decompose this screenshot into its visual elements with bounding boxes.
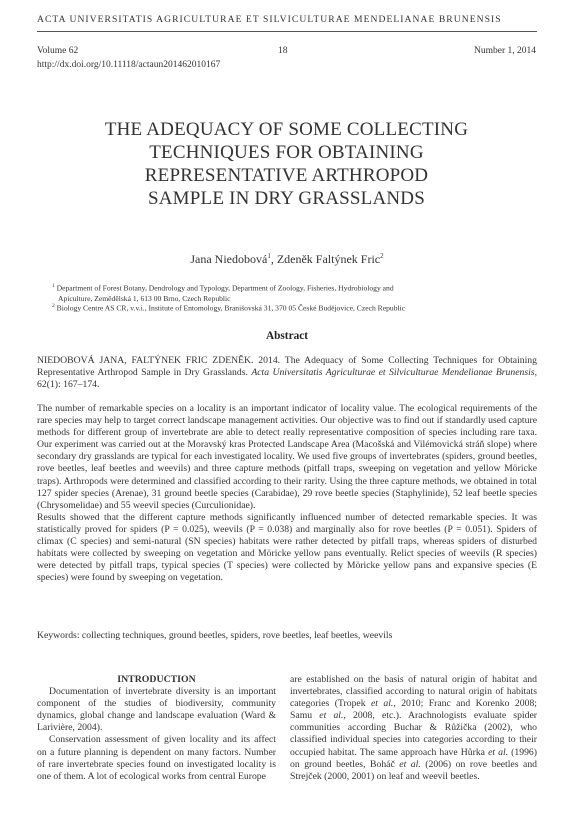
left-column xyxy=(37,674,276,783)
affiliation-2 xyxy=(52,301,522,314)
text-run: (1996) on ground beetles, Boháč xyxy=(290,746,537,770)
doi-link[interactable]: http://dx.doi.org/10.11118/actaun201462010167 xyxy=(37,60,221,70)
abstract-citation xyxy=(37,355,537,391)
author-name: Zdeněk Faltýnek Fric xyxy=(276,252,381,266)
affil-mark: 2 xyxy=(52,303,55,309)
body-paragraph xyxy=(290,674,537,783)
issue-number: Number 1, 2014 xyxy=(473,46,536,56)
abstract-body xyxy=(37,403,537,584)
citation-text: NIEDOBOVÁ JANA, FALTÝNEK FRIC ZDENĚK. 2014. The Adequacy of Some Collecting Techniques for Obtaining Representative Arthropod Sample in Dry Grasslands. xyxy=(37,355,537,379)
author-separator: , xyxy=(270,252,277,266)
affil-text: Biology Centre AS CR, v.v.i., Institute of Entomology, Branišovská 31, 370 05 České Budějovice, Czech Republic xyxy=(56,303,406,313)
text-run: et al. xyxy=(488,746,509,758)
affil-text: Department of Forest Botany, Dendrology and Typology, Department of Zoology, Fisheries, Hydrobiology and xyxy=(56,283,394,293)
right-column xyxy=(290,674,537,783)
text-run: , 2008, etc.). Arachnologists evaluate spider communities according Buchar & Růžička (2002), who classified individual species into categories according to their occupied habitat. The same approach have Hůrka xyxy=(290,710,537,758)
citation-journal: Acta Universitatis Agriculturae et Silviculturae Mendelianae Brunensis xyxy=(251,367,535,379)
section-heading: INTRODUCTION xyxy=(117,674,196,685)
text-run: are established on the basis of natural origin of habitat and invertebrates, classified according to natural origin of habitats categories (Tropek xyxy=(290,674,537,710)
abstract-paragraph: Results showed that the different capture methods significantly influenced number of detected remarkable species. It was statistically proved for spiders (P = 0.025), weevils (P = 0.038) and marginally also for rove beetles (P = 0.051). Spiders of climax (C species) and semi-natural (SN species) habitats were rather detected by pitfall traps, whereas spiders of disturbed habitats were collected by sweeping on vegetation and Möricke yellow pans eventually. Relict species of weevils (R species) were detected by pitfall traps, typical species (T species) were collected by Möricke yellow pans and expansive species (E species) were found by sweeping on vegetation. xyxy=(37,511,537,584)
title-line: SAMPLE IN DRY GRASSLANDS xyxy=(147,188,425,209)
text-run: , 2010; Franc and Korenko 2008; Samu xyxy=(290,698,537,722)
author-affil-mark: 1 xyxy=(267,252,271,260)
abstract-heading: Abstract xyxy=(265,330,309,342)
volume: Volume 62 xyxy=(37,46,79,56)
abstract-paragraph: The number of remarkable species on a locality is an important indicator of locality value. The ecological requirements of the rare species may help to target correct landscape management activities. Our objective was to find out if standardly used capture methods for different group of invertebrate are able to detect really representative composition of species including rare taxa. Our experiment was carried out at the Moravský kras Protected Landscape Area (Macošská and Vilémovická stráň slope) where secondary dry grasslands are typical for each investigated locality. We used five groups of invertebrates (spiders, ground beetles, rove beetles, leaf beetles and weevils) and three capture methods (pitfall traps, sweeping on vegetation and yellow Möricke traps). Arthropods were determined and classified according to their rarity. Using the three capture methods, we obtained in total 127 spider species (Arenaе), 31 ground beetle species (Carabidae), 29 rove beetle species (Staphylinide), 52 leaf beetle species (Chrysomelidae) and 55 weevil species (Curculionidae). xyxy=(37,403,537,511)
text-run: et al. xyxy=(399,758,421,770)
body-paragraph: Conservation assessment of given locality and its affect on a future planning is dependent on many factors. Number of rare invertebrate species found on investigated locality is one of them. A lot of ecological works from central Europe xyxy=(37,734,276,782)
citation-tail: , 62(1): 167–174. xyxy=(37,367,538,391)
header-rule xyxy=(37,31,537,32)
author-list xyxy=(37,252,537,267)
text-run: et al. xyxy=(319,710,344,722)
page-number: 18 xyxy=(278,46,288,56)
affil-text: Apiculture, Zemědělská 1, 613 00 Brno, Czech Republic xyxy=(58,293,231,303)
journal-name: ACTA UNIVERSITATIS AGRICULTURAE ET SILVICULTURAE MENDELIANAE BRUNENSIS xyxy=(37,14,502,25)
title-line: THE ADEQUACY OF SOME COLLECTING xyxy=(104,119,469,140)
affil-mark: 1 xyxy=(52,283,55,289)
author-affil-mark: 2 xyxy=(380,252,384,260)
title-line: REPRESENTATIVE ARTHROPOD xyxy=(144,165,429,186)
body-paragraph: Documentation of invertebrate diversity is an important component of the studies of biodiversity, community dynamics, global change and landscape evaluation (Ward & Larivière, 2004). xyxy=(37,686,276,734)
text-run: et al. xyxy=(370,698,394,710)
keywords: Keywords: collecting techniques, ground beetles, spiders, rove beetles, leaf beetles, weevils xyxy=(37,630,393,641)
title-line: TECHNIQUES FOR OBTAINING xyxy=(149,142,424,163)
author-name: Jana Niedobová xyxy=(190,252,268,266)
text-run: (2006) on rove beetles and Strejček (2000, 2001) on leaf and weevil beetles. xyxy=(290,758,538,782)
paper-title xyxy=(60,118,513,210)
